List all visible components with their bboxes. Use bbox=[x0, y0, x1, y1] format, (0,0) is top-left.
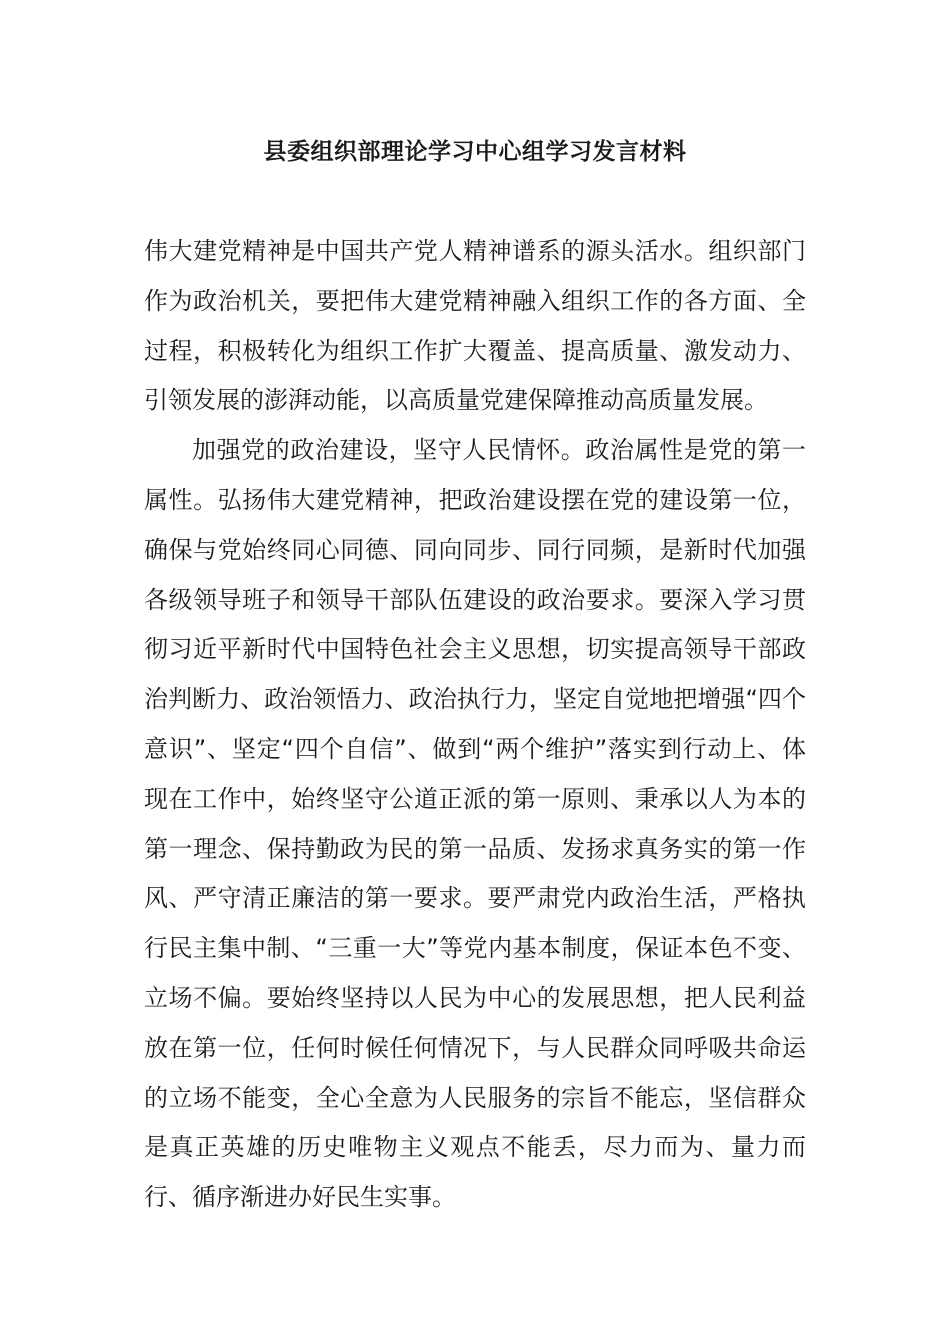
paragraph-intro: 伟大建党精神是中国共产党人精神谱系的源头活水。组织部门作为政治机关，要把伟大建党精神融入组织工作的各方面、全过程，积极转化为组织工作扩大覆盖、提高质量、激发动力、引领发展的澎湃动能，以高质量党建保障推动高质量发展。 bbox=[144, 237, 806, 415]
paragraph-political-construction: 加强党的政治建设，坚守人民情怀。政治属性是党的第一属性。弘扬伟大建党精神，把政治建设摆在党的建设第一位，确保与党始终同心同德、同向同步、同行同频，是新时代加强各级领导班子和领导干部队伍建设的政治要求。要深入学习贯彻习近平新时代中国特色社会主义思想，切实提高领导干部政治判断力、政治领悟力、政治执行力，坚定自觉地把增强“四个意识”、坚定“四个自信”、做到“两个维护”落实到行动上、体现在工作中，始终坚守公道正派的第一原则、秉承以人为本的第一理念、保持勤政为民的第一品质、发扬求真务实的第一作风、严守清正廉洁的第一要求。要严肃党内政治生活，严格执行民主集中制、“三重一大”等党内基本制度，保证本色不变、立场不偏。要始终坚持以人民为中心的发展思想，把人民利益放在第一位，任何时候任何情况下，与人民群众同呼吸共命运的立场不能变，全心全意为人民服务的宗旨不能忘，坚信群众是真正英雄的历史唯物主义观点不能丢，尽力而为、量力而行、循序渐进办好民生实事。 bbox=[144, 436, 806, 1212]
document-title: 县委组织部理论学习中心组学习发言材料 bbox=[263, 139, 687, 165]
document-body bbox=[144, 227, 806, 1223]
